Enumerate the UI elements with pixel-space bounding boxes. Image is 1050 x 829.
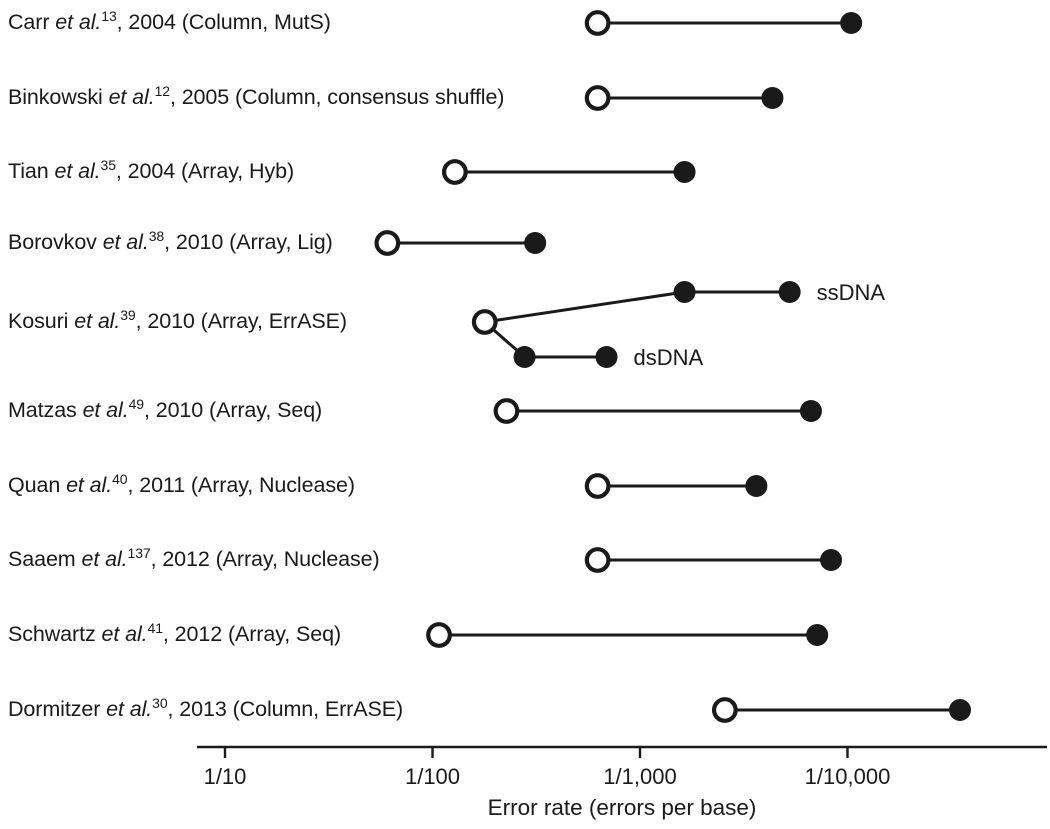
study-label: Schwartz et al.$^{41}$, 2012 (Array, Seq) [8,620,342,646]
filled-circle-marker [596,346,618,368]
study-label: Tian et al.$^{35}$, 2004 (Array, Hyb) [8,157,295,183]
annotation-dsdna: dsDNA [633,345,704,370]
x-axis-tick-label: 1/100 [404,764,461,789]
study-label: Saaem et al.$^{137}$, 2012 (Array, Nuclease) [8,545,380,571]
open-circle-marker [587,87,609,109]
study-label: Carr et al.$^{13}$, 2004 (Column, MutS) [8,8,331,34]
x-axis-tick-label: 1/10,000 [804,764,891,789]
filled-circle-marker [820,549,842,571]
study-label: Dormitzer et al.$^{30}$, 2013 (Column, ErrASE) [8,695,404,721]
annotation-ssdna: ssDNA [816,280,886,305]
filled-circle-marker [779,281,801,303]
open-circle-marker [587,475,609,497]
open-circle-marker [444,161,466,183]
filled-circle-marker [514,346,536,368]
filled-circle-marker [800,400,822,422]
branch-line [485,292,685,322]
filled-circle-marker [806,624,828,646]
filled-circle-marker [840,12,862,34]
filled-circle-marker [674,161,696,183]
filled-circle-marker [761,87,783,109]
filled-circle-marker [524,232,546,254]
open-circle-marker [474,311,496,333]
filled-circle-marker [674,281,696,303]
study-label: Binkowski et al.$^{12}$, 2005 (Column, consensus shuffle) [8,83,505,109]
x-axis-title: Error rate (errors per base) [487,795,757,820]
open-circle-marker [587,549,609,571]
study-label: Quan et al.$^{40}$, 2011 (Array, Nuclease) [8,471,355,497]
study-label: Matzas et al.$^{49}$, 2010 (Array, Seq) [8,396,323,422]
filled-circle-marker [949,699,971,721]
open-circle-marker [428,624,450,646]
x-axis-tick-label: 1/1,000 [603,764,677,789]
filled-circle-marker [745,475,767,497]
study-label: Borovkov et al.$^{38}$, 2010 (Array, Lig) [8,228,333,254]
open-circle-marker [587,12,609,34]
study-label: Kosuri et al.$^{39}$, 2010 (Array, ErrASE) [8,307,347,333]
open-circle-marker [377,232,399,254]
open-circle-marker [496,400,518,422]
open-circle-marker [714,699,736,721]
x-axis-tick-label: 1/10 [203,764,247,789]
